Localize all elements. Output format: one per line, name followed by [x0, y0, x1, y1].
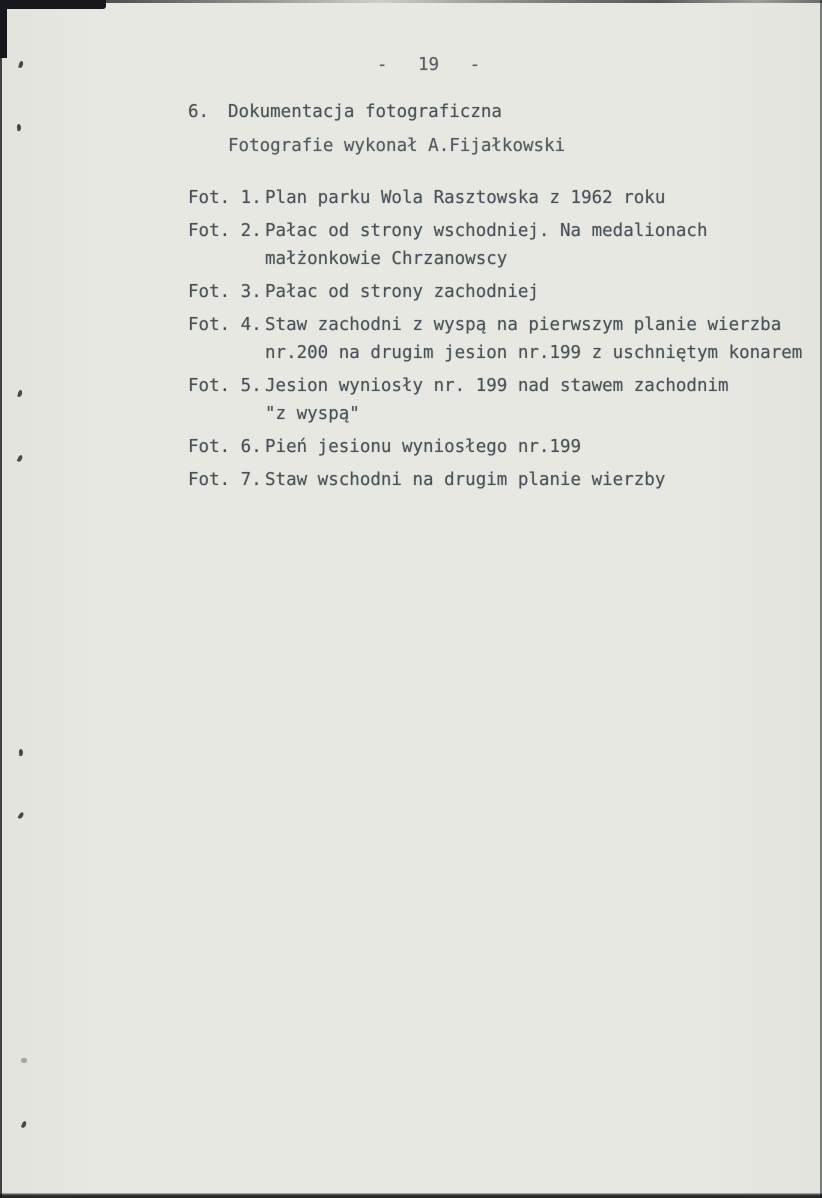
entry-text	[265, 311, 818, 367]
photo-caption-list	[188, 184, 818, 499]
entry-label: Fot. 2.	[188, 221, 262, 241]
scan-edge-left-corner	[0, 0, 7, 58]
ink-speck	[18, 811, 25, 819]
entry-line: Plan parku Wola Rasztowska z 1962 roku	[265, 188, 666, 208]
entry-line: Pień jesionu wyniosłego nr.199	[265, 437, 582, 457]
ink-speck	[17, 390, 23, 398]
entry-line: nr.200 na drugim jesion nr.199 z uschniętym konarem	[265, 343, 803, 363]
entry-label: Fot. 6.	[188, 437, 262, 457]
list-item	[188, 278, 818, 306]
scan-edge-top	[0, 0, 822, 3]
entry-text	[265, 466, 818, 494]
entry-text	[265, 433, 818, 461]
list-item	[188, 184, 818, 212]
entry-label: Fot. 4.	[188, 315, 262, 335]
entry-label: Fot. 7.	[188, 470, 262, 490]
section-title: Dokumentacja fotograficzna	[228, 102, 502, 122]
scan-edge-bottom	[0, 1193, 822, 1198]
entry-text	[265, 217, 818, 273]
entry-line: Staw zachodni z wyspą na pierwszym planie wierzba	[265, 315, 782, 335]
ink-speck	[21, 1121, 27, 1129]
entry-line: Jesion wyniosły nr. 199 nad stawem zachodnim	[265, 376, 729, 396]
ink-speck	[19, 749, 24, 756]
entry-label: Fot. 3.	[188, 282, 262, 302]
list-item	[188, 217, 818, 273]
entry-line: Pałac od strony wschodniej. Na medalionach	[265, 221, 708, 241]
section-subtitle: Fotografie wykonał A.Fijałkowski	[228, 136, 566, 156]
entry-line: Pałac od strony zachodniej	[265, 282, 539, 302]
entry-line: małżonkowie Chrzanowscy	[265, 249, 508, 269]
entry-label: Fot. 5.	[188, 376, 262, 396]
ink-speck	[21, 1058, 27, 1063]
ink-speck	[18, 61, 24, 69]
entry-label: Fot. 1.	[188, 188, 262, 208]
list-item	[188, 433, 818, 461]
list-item	[188, 466, 818, 494]
entry-line: Staw wschodni na drugim planie wierzby	[265, 470, 666, 490]
scan-edge-top-left	[0, 0, 106, 9]
entry-line: "z wyspą"	[265, 404, 360, 424]
ink-speck	[17, 124, 22, 131]
page-number: - 19 -	[376, 55, 481, 75]
list-item	[188, 372, 818, 428]
entry-text	[265, 184, 818, 212]
scan-edge-left	[0, 0, 2, 1198]
section-number: 6.	[188, 102, 210, 122]
ink-speck	[17, 454, 24, 462]
entry-text	[265, 278, 818, 306]
entry-text	[265, 372, 818, 428]
list-item	[188, 311, 818, 367]
